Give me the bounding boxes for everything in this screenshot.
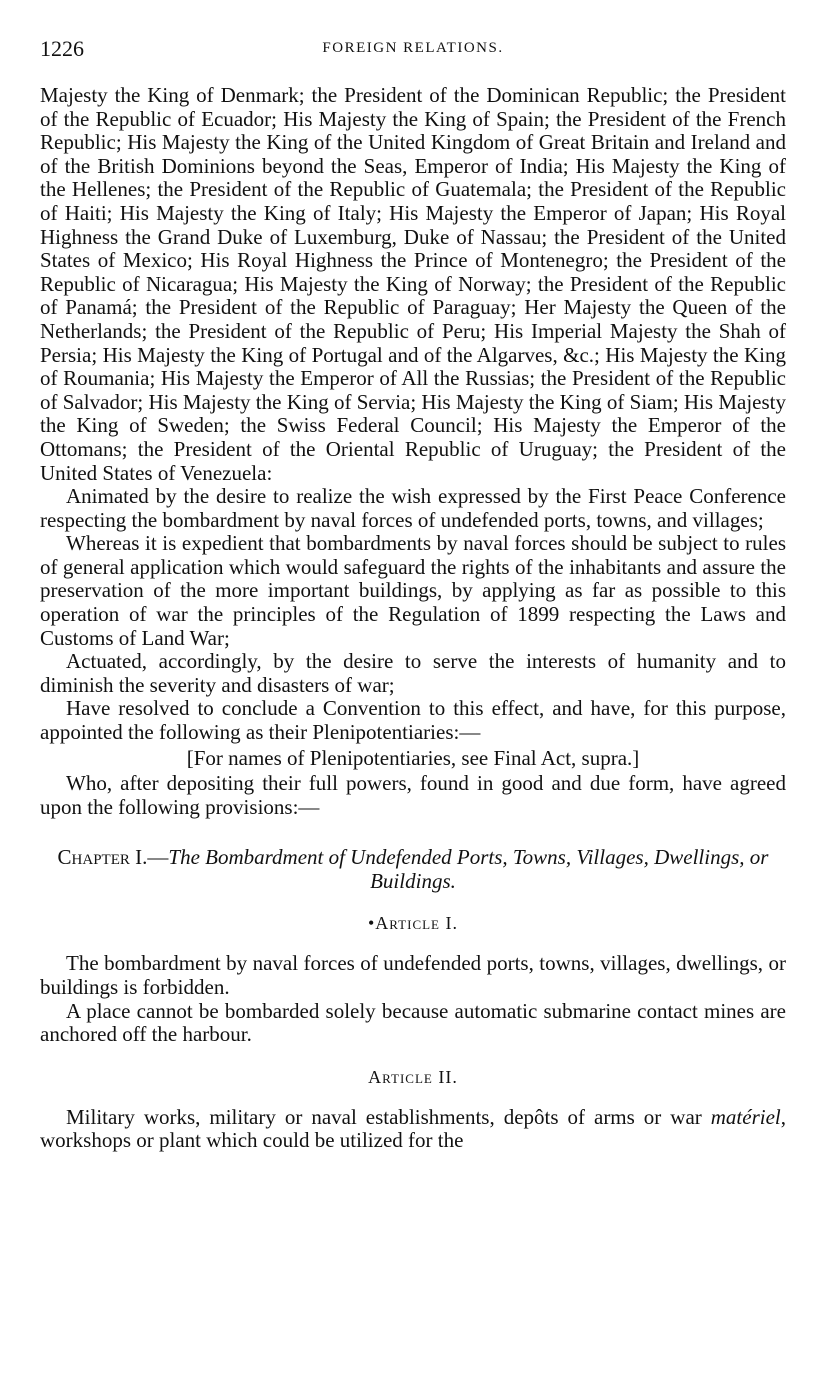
chapter-heading: Chapter I.—The Bombardment of Undefended Ports, Towns, Villages, Dwellings, or Buildings. [57, 845, 769, 894]
running-header [40, 36, 786, 66]
running-title: FOREIGN RELATIONS. [322, 40, 504, 56]
document-page [40, 36, 786, 1153]
article-2-italic-term: matériel [710, 1104, 781, 1129]
preamble [40, 84, 786, 819]
article-2-heading: Article II. [368, 1066, 458, 1087]
resolved-paragraph: Have resolved to conclude a Convention to this effect, and have, for this purpose, appointed the following as their Plenipotentiaries:— [40, 696, 786, 745]
actuated-paragraph: Actuated, accordingly, by the desire to serve the interests of humanity and to diminish the severity and disasters of war; [40, 649, 786, 697]
article-2-text-start: Military works, military or naval establishments, depôts of arms or war [66, 1104, 711, 1129]
page-number: 1226 [40, 36, 84, 61]
who-paragraph: Who, after depositing their full powers, found in good and due form, have agreed upon the following provisions:— [40, 771, 786, 819]
chapter-title: The Bombardment of Undefended Ports, Towns, Villages, Dwellings, or Buildings. [168, 845, 769, 894]
article-1-heading: •Article I. [367, 913, 458, 934]
article-2-body [40, 1106, 786, 1153]
article-1-paragraph-1: The bombardment by naval forces of undefended ports, towns, villages, dwellings, or buildings is forbidden. [40, 951, 786, 999]
article-1-paragraph-2: A place cannot be bombarded solely because automatic submarine contact mines are anchored off the harbour. [40, 998, 786, 1047]
animated-paragraph: Animated by the desire to realize the wish expressed by the First Peace Conference respecting the bombardment by naval forces of undefended ports, towns, and villages; [40, 484, 786, 532]
plenipotentiaries-note: [For names of Plenipotentiaries, see Final Act, supra.] [186, 745, 640, 770]
whereas-paragraph: Whereas it is expedient that bombardments by naval forces should be subject to rules of general application which would safeguard the rights of the inhabitants and assure the preservation of the more important buildings, by applying as far as possible to this operation of war the principles of the Regulation of 1899 respecting the Laws and Customs of Land War; [40, 531, 786, 650]
parties-paragraph: Majesty the King of Denmark; the President of the Dominican Republic; the President of the Republic of Ecuador; His Majesty the King of Spain; the President of the French Republic; His Majesty the King of the United Kingdom of Great Britain and Ireland and of the British Dominions beyond the Seas, Emperor of India; His Majesty the King of the Hellenes; the President of the Republic of Guatemala; the President of the Republic of Haiti; His Majesty the King of Italy; His Majesty the Emperor of Japan; His Royal Highness the Grand Duke of Luxemburg, Duke of Nassau; the President of the United States of Mexico; His Royal Highness the Prince of Montenegro; the President of the Republic of Nicaragua; His Majesty the King of Norway; the President of the Republic of Panamá; the President of the Republic of Paraguay; Her Majesty the Queen of the Netherlands; the President of the Republic of Peru; His Imperial Majesty the Shah of Persia; His Majesty the King of Portugal and of the Algarves, &c.; His Majesty the King of Roumania; His Majesty the Emperor of All the Russias; the President of the Republic of Salvador; His Majesty the King of Servia; His Majesty the King of Siam; His Majesty the King of Sweden; the Swiss Federal Council; His Majesty the Emperor of the Ottomans; the President of the Oriental Republic of Uruguay; the President of the United States of Venezuela: [40, 83, 786, 485]
article-2-paragraph-1 [40, 1106, 786, 1153]
article-1-body [40, 952, 786, 1046]
chapter-label: Chapter I. [57, 845, 148, 870]
article-2-text-end: , workshops or plant which could be utilized for the [40, 1104, 786, 1153]
